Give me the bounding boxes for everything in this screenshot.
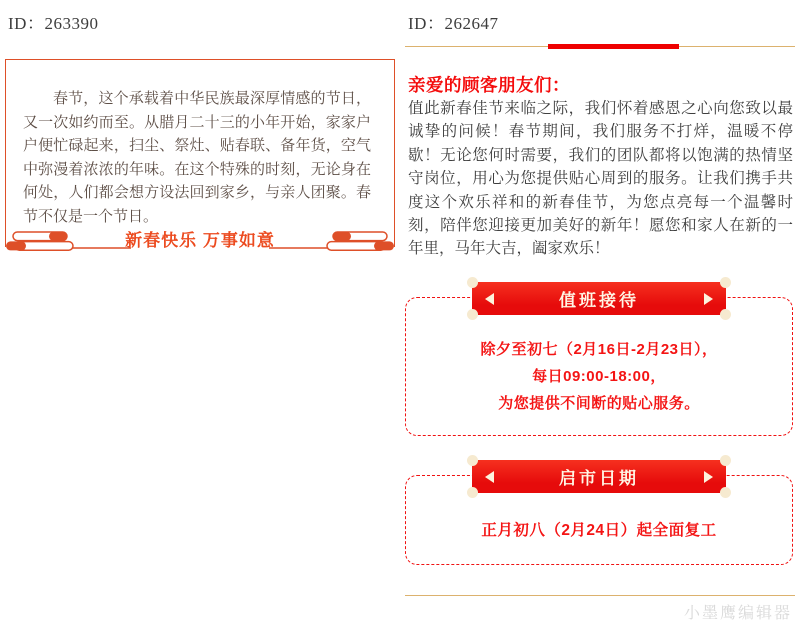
duty-line: 除夕至初七（2月16日-2月23日）， [480,341,718,358]
duty-reception-ribbon [472,282,726,315]
ribbon-notch [720,309,731,320]
editor-watermark: 小墨鹰编辑器 [683,605,792,622]
spring-paragraph: 春节，这个承载着中华民族最深厚情感的节日，又一次如约而至。从腊月二十三的小年开始，家家户户便忙碌起来，扫尘、祭灶、贴春联、备年货，空气中弥漫着浓浓的年味。在这个特殊的时刻，无论身在何处，人们都会想方设法回到家乡，与亲人团聚。春节不仅是一个节日。 [23,90,371,225]
footer-divider [405,595,795,596]
reopening-date-ribbon [472,460,726,493]
arrow-left-icon [485,293,494,305]
template-card-holiday-notice[interactable] [400,0,800,639]
divider-accent-bar [548,44,679,49]
salutation-heading: 亲爱的顾客朋友们： [408,75,570,95]
id-prefix: ID： [408,14,445,33]
duty-line: 为您提供不间断的贴心服务。 [498,395,700,412]
ribbon-notch [467,487,478,498]
arrow-left-icon [485,471,494,483]
duty-reception-dashed-box [405,297,793,436]
ribbon-notch [467,309,478,320]
duty-reception-section [405,282,793,436]
id-value: 263390 [44,14,99,33]
spring-greeting-text: 新春快乐 万事如意 [125,231,275,250]
cloud-ornament-right-icon [269,231,395,251]
reopening-line: 正月初八（2月24日）起全面复工 [481,521,717,539]
duty-line: 每日09:00-18:00， [532,368,666,385]
ribbon-notch [720,277,731,288]
template-id-left [8,9,98,34]
ribbon-notch [467,455,478,466]
cloud-ornament-left-icon [5,231,131,251]
spring-festival-box [5,59,395,250]
template-id-right [408,9,498,34]
id-prefix: ID： [8,14,45,33]
ribbon-title: 值班接待 [559,291,639,310]
holiday-greeting-paragraph: 值此新春佳节来临之际，我们怀着感恩之心向您致以最诚挚的问候！春节期间，我们服务不打烊，温暖不停歇！无论您何时需要，我们的团队都将以饱满的热情坚守岗位，用心为您提供贴心周到的服务。让我们携手共度这个欢乐祥和的新春佳节，为您点亮每一个温馨时刻，陪伴您迎接更加美好的新年！愿您和家人在新的一年里，马年大吉，阖家欢乐！ [408,100,793,258]
reopening-date-section [405,460,793,565]
arrow-right-icon [704,471,713,483]
ribbon-notch [720,487,731,498]
ribbon-notch [720,455,731,466]
arrow-right-icon [704,293,713,305]
ribbon-title: 启市日期 [559,469,639,488]
header-divider [405,46,795,47]
id-value: 262647 [444,14,499,33]
ribbon-notch [467,277,478,288]
